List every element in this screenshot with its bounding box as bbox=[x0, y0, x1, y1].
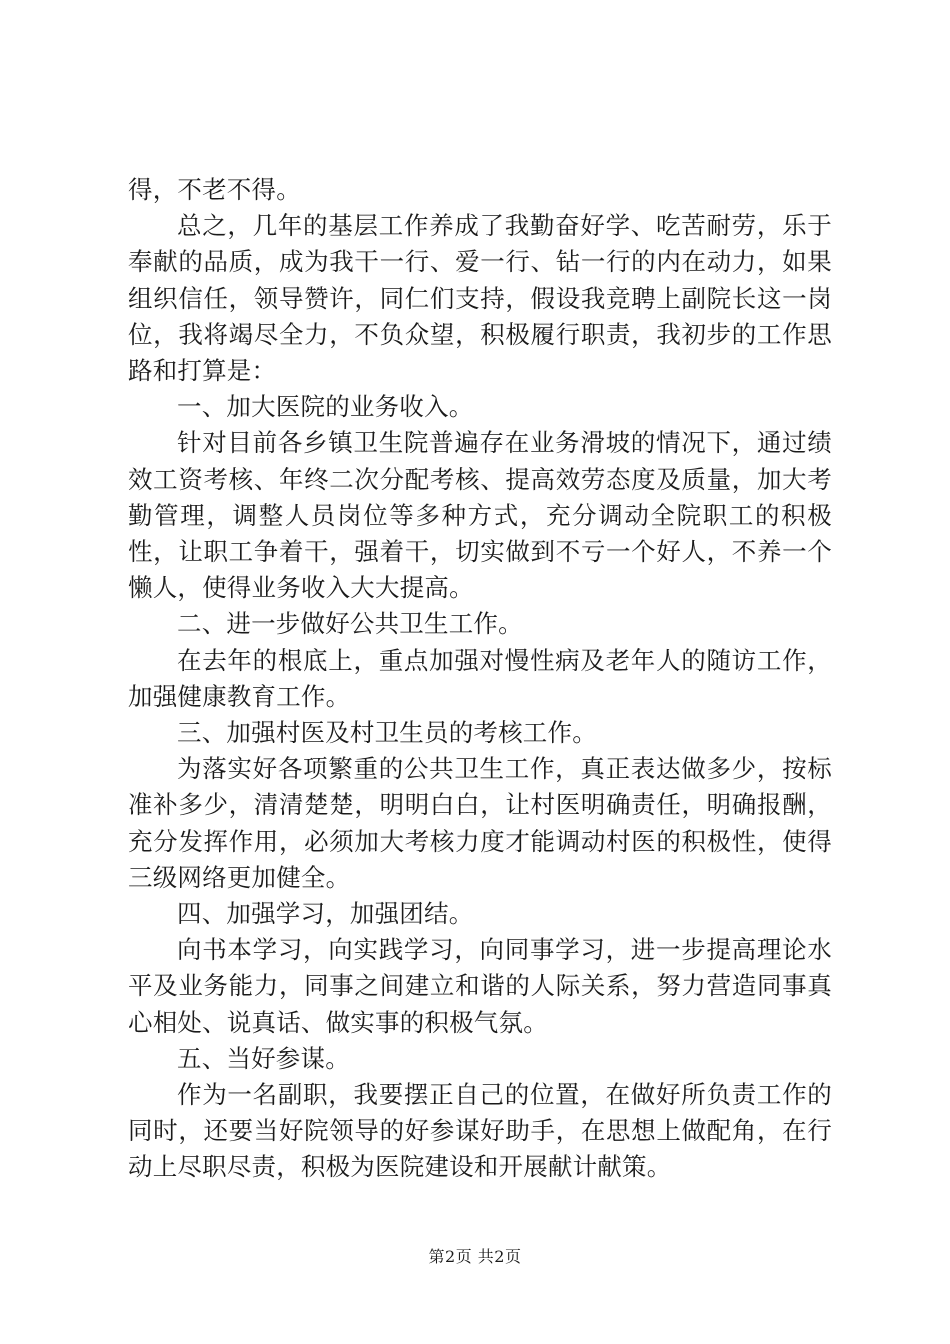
page-footer bbox=[0, 1244, 950, 1267]
paragraph: 作为一名副职，我要摆正自己的位置，在做好所负责工作的同时，还要当好院领导的好参谋好助手，在思想上做配角，在行动上尽职尽责，积极为医院建设和开展献计献策。 bbox=[128, 1080, 832, 1182]
paragraph: 针对目前各乡镇卫生院普遍存在业务滑坡的情况下，通过绩效工资考核、年终二次分配考核、提高效劳态度及质量，加大考勤管理，调整人员岗位等多种方式，充分调动全院职工的积极性，让职工争着干，强着干，切实做到不亏一个好人，不养一个懒人，使得业务收入大大提高。 bbox=[128, 428, 832, 603]
paragraph: 为落实好各项繁重的公共卫生工作，真正表达做多少，按标准补多少，清清楚楚，明明白白，让村医明确责任，明确报酬，充分发挥作用，必须加大考核力度才能调动村医的积极性，使得三级网络更加健全。 bbox=[128, 754, 832, 892]
paragraph: 向书本学习，向实践学习，向同事学习，进一步提高理论水平及业务能力，同事之间建立和谐的人际关系，努力营造同事真心相处、说真话、做实事的积极气氛。 bbox=[128, 935, 832, 1037]
paragraph: 在去年的根底上，重点加强对慢性病及老年人的随访工作，加强健康教育工作。 bbox=[128, 645, 832, 711]
paragraph: 一、加大医院的业务收入。 bbox=[177, 392, 474, 422]
paragraph: 五、当好参谋。 bbox=[177, 1043, 350, 1073]
paragraph: 得，不老不得。 bbox=[128, 175, 301, 204]
paragraph: 四、加强学习，加强团结。 bbox=[177, 899, 474, 929]
document-body bbox=[128, 172, 832, 1186]
page-number-label: 第2页 共2页 bbox=[428, 1247, 522, 1266]
paragraph: 总之，几年的基层工作养成了我勤奋好学、吃苦耐劳，乐于奉献的品质，成为我干一行、爱一行、钻一行的内在动力，如果组织信任，领导赞许，同仁们支持，假设我竞聘上副院长这一岗位，我将竭尽全力，不负众望，积极履行职责，我初步的工作思路和打算是： bbox=[128, 211, 832, 386]
paragraph: 二、进一步做好公共卫生工作。 bbox=[177, 609, 523, 639]
paragraph: 三、加强村医及村卫生员的考核工作。 bbox=[177, 718, 597, 748]
